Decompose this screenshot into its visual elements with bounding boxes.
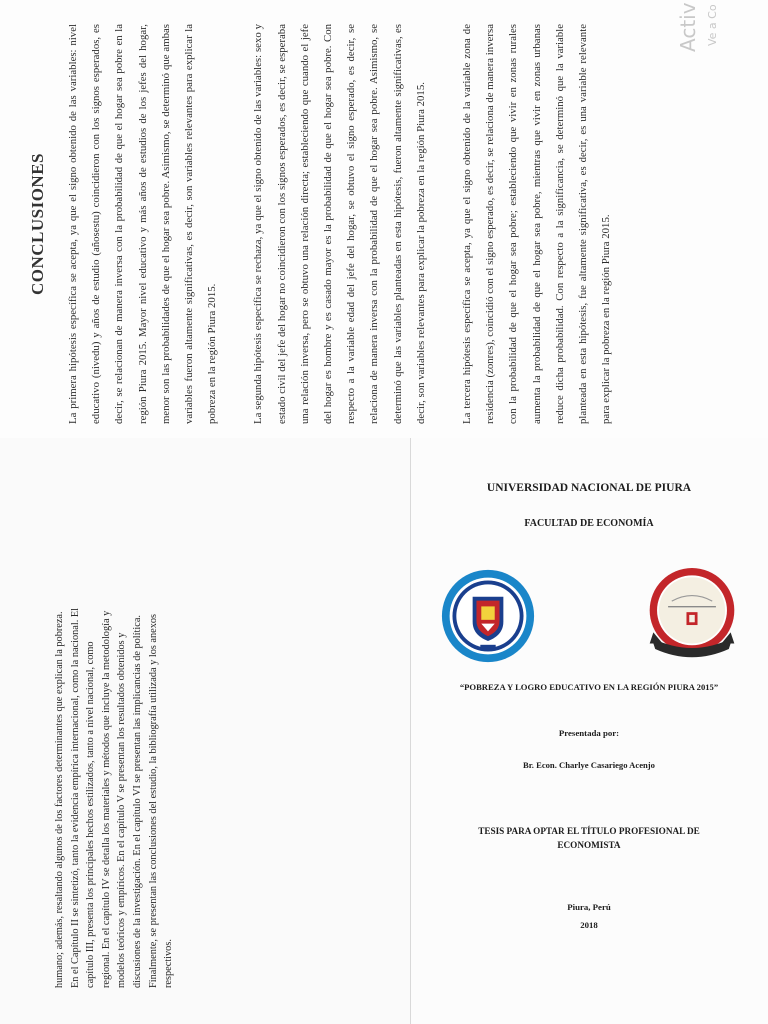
conclusion-paragraph-2: La segunda hipótesis específica se rechaza, ya que el signo obtenido de las variables: sexo y estado civil del jefe del hogar no coincidieron con los signos esperados, es decir, se esperaba una relación inversa, pero se obtuvo una relación directa; estableciendo que cuando el jefe del hogar es hombre y es casado mayor es la probabilidad de que el hogar sea pobre. Con respecto a la variable edad del jefe del hogar, se obtuvo el signo esperado, es decir, se relaciona de manera inversa con la probabilidad de que el hogar sea pobre. Asimismo, se determinó que las variables planteadas en esta hipótesis, fueron altamente significativas, es decir, son variables relevantes para explicar la pobreza en la región Piura 2015. bbox=[252, 24, 427, 424]
faculty-name: FACULTAD DE ECONOMÍA bbox=[524, 518, 654, 529]
degree-statement bbox=[410, 824, 768, 852]
faculty-seal-icon bbox=[646, 566, 738, 662]
conclusion-paragraph-3: La tercera hipótesis específica se acepta, ya que el signo obtenido de la variable zona de residencia (zonres), coincidió con el signo esperado, es decir, se relaciona de manera inversa con la probabilidad de que el hogar sea pobre; estableciendo que vivir en zonas rurales aumenta la probabilidad de que el hogar sea pobre, mientras que vivir en zonas urbanas reduce dicha probabilidad. Con respecto a la significancia, se determinó que la variable planteada en esta hipótesis, fue altamente significativa, es decir, es una variable relevante para explicar la pobreza en la región Piura 2015. bbox=[461, 24, 613, 424]
year: 2018 bbox=[580, 920, 598, 930]
introduction-fragment bbox=[52, 498, 392, 988]
author-name: Br. Econ. Charlye Casariego Acenjo bbox=[523, 760, 655, 770]
intro-line: humano; además, resaltando algunos de los factores determinantes que explican la pobreza. bbox=[54, 611, 65, 988]
conclusion-paragraph-1: La primera hipótesis específica se acepta, ya que el signo obtenido de las variables: nivel educativo (nivedu) y años de estudio (añosestu) coincidieron con los signos esperados, es decir, se relacionan de manera inversa con la probabilidad de que el hogar sea pobre en la región Piura 2015. Mayor nivel educativo y más años de estudios de los jefes del hogar, menor son las probabilidades de que el hogar sea pobre. Asimismo, se determinó que ambas variables fueron altamente significativas, es decir, son variables relevantes para explicar la pobreza en la región Piura 2015. bbox=[67, 24, 219, 424]
university-name: UNIVERSIDAD NACIONAL DE PIURA bbox=[486, 482, 692, 494]
cover-content bbox=[410, 438, 768, 1024]
intro-line: capítulo III, presenta los principales hechos estilizados, tanto a nivel nacional, como bbox=[85, 641, 97, 988]
intro-line: regional. En el capítulo IV se detalla los materiales y métodos que incluye la metodología y bbox=[100, 610, 112, 988]
intro-line: En el Capítulo II se sintetizó, tanto la evidencia empírica internacional, como la nacional. El bbox=[69, 608, 81, 988]
intro-line: respectivos. bbox=[163, 939, 175, 988]
activation-watermark-title: Activ bbox=[676, 2, 700, 52]
university-seal-icon bbox=[440, 568, 536, 664]
intro-line: discusiones de la investigación. En el capítulo VI se presentan las implicancias de política. bbox=[131, 615, 143, 988]
degree-line-2: ECONOMISTA bbox=[557, 840, 621, 850]
conclusions-title: CONCLUSIONES bbox=[28, 152, 47, 296]
conclusions-section bbox=[28, 24, 718, 424]
intro-line: modelos teóricos y empíricos. En el capítulo V se presentan los resultados obtenidos y bbox=[116, 632, 128, 988]
degree-line-1: TESIS PARA OPTAR EL TÍTULO PROFESIONAL DE bbox=[478, 826, 700, 836]
place: Piura, Perú bbox=[567, 902, 611, 912]
intro-line: Finalmente, se presentan las conclusiones del estudio, la bibliografía utilizada y los anexos bbox=[147, 613, 159, 988]
activation-watermark-subtitle: Ve a Co bbox=[706, 4, 719, 46]
thesis-title: “POBREZA Y LOGRO EDUCATIVO EN LA REGIÓN PIURA 2015” bbox=[459, 682, 719, 692]
presented-by-label: Presentada por: bbox=[558, 728, 620, 738]
